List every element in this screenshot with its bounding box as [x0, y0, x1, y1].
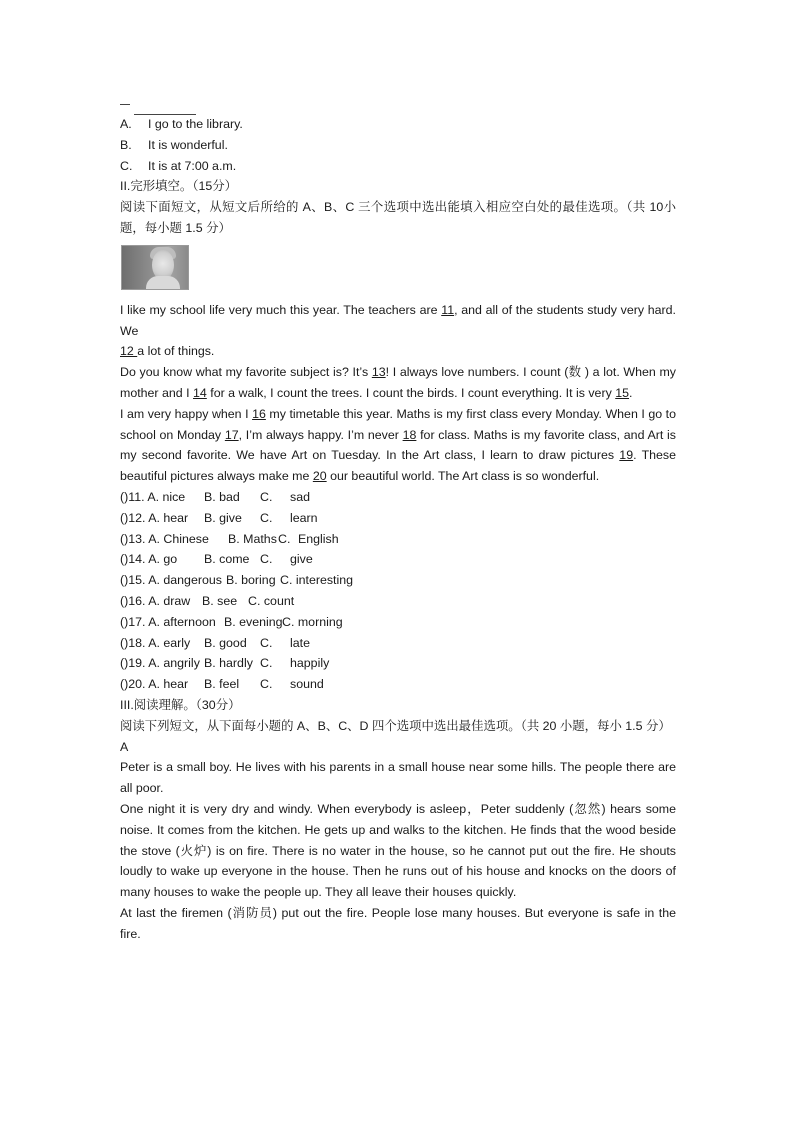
text-run: for class. Maths is my favorite class, and Art is my second favorite. We have Art on Tuesday. In the Art class, I learn to draw pictures — [120, 427, 676, 463]
option-c — [120, 156, 676, 177]
question-18 — [120, 633, 676, 654]
question-16 — [120, 591, 676, 612]
option-c-text: learn — [290, 510, 318, 525]
text-run: for a walk, I count the trees. I count the birds. I count everything. It is very — [206, 385, 616, 400]
section-2-heading: II.完形填空。（15分） — [120, 179, 238, 194]
blank-20: 20 — [312, 469, 327, 484]
blank-18: 18 — [402, 427, 417, 442]
question-11 — [120, 487, 676, 508]
blank-15: 15 — [615, 385, 630, 400]
option-text: I go to the library. — [148, 117, 243, 131]
option-c-letter: C. — [260, 510, 273, 525]
question-17 — [120, 612, 676, 633]
option-c-letter: C. — [282, 614, 295, 629]
option-c-letter: C. — [280, 573, 293, 588]
option-b-text: B. hardly — [204, 656, 253, 671]
option-b — [120, 135, 676, 156]
option-a-text: ()13. A. Chinese — [120, 531, 209, 546]
text-run: ! I always love numbers. I count (数 ) a lot. When my mother and I — [120, 365, 676, 400]
option-a-text: ()16. A. draw — [120, 593, 191, 608]
option-letter: A. — [120, 117, 132, 131]
option-a-text: ()19. A. angrily — [120, 656, 200, 671]
passage-label: A — [120, 739, 129, 754]
text-run: I am very happy when I — [120, 406, 253, 421]
option-b-text: B. bad — [204, 489, 240, 504]
option-c-letter: C. — [260, 677, 273, 692]
option-letter: C. — [120, 158, 133, 173]
question-12 — [120, 508, 676, 529]
text-run: I like my school life very much this year. The teachers are — [120, 302, 442, 317]
cloze-paragraph-3 — [120, 404, 676, 487]
option-a-text: ()12. A. hear — [120, 510, 189, 525]
question-19 — [120, 653, 676, 674]
option-a-text: ()18. A. early — [120, 635, 191, 650]
option-b-text: B. evening — [224, 614, 283, 629]
question-20 — [120, 674, 676, 695]
blank-12: 12 — [120, 344, 138, 359]
option-c-text: late — [290, 635, 310, 650]
option-c-letter: C. — [260, 552, 273, 567]
section-2-instruction: 阅读下面短文，从短文后所给的 A、B、C 三个选项中选出能填入相应空白处的最佳选项。（共 10小题，每小题 1.5 分） — [120, 200, 676, 235]
option-c-text: sad — [290, 489, 310, 504]
answer-dash — [120, 104, 130, 105]
reading-paragraph-3: At last the firemen (消防员) put out the fire. People lose many houses. But everyone is safe in the fire. — [120, 905, 676, 941]
option-b-text: B. good — [204, 635, 247, 650]
option-b-text: B. feel — [204, 677, 240, 692]
option-c-text: English — [298, 531, 339, 546]
text-run: my timetable this year. Maths is my first class every Monday. When I go to school on Monday — [120, 406, 676, 442]
blank-16: 16 — [252, 406, 266, 421]
blank-14: 14 — [193, 385, 207, 400]
option-c-letter: C. — [260, 656, 273, 671]
blank-17: 17 — [224, 427, 239, 442]
question-15 — [120, 570, 676, 591]
option-c-text: give — [290, 552, 313, 567]
option-c-text: happily — [290, 656, 330, 671]
blank-11: 11 — [441, 302, 455, 317]
blank-19: 19 — [619, 448, 634, 463]
option-a-text: ()14. A. go — [120, 552, 178, 567]
option-c-letter: C. — [260, 489, 273, 504]
answer-blank — [120, 96, 676, 114]
blank-13: 13 — [371, 365, 386, 380]
option-a-text: ()11. A. nice — [120, 489, 186, 504]
option-c-letter: C. — [278, 531, 291, 546]
text-run: , I’m always happy. I’m never — [238, 427, 403, 442]
cloze-paragraph-2 — [120, 362, 676, 404]
option-c-text: count — [263, 593, 295, 608]
option-c-text: interesting — [295, 573, 354, 588]
option-b-text: B. boring — [226, 573, 276, 588]
option-b-text: B. Maths — [228, 531, 277, 546]
girl-photo — [121, 245, 189, 290]
option-b-text: B. come — [204, 552, 250, 567]
option-a-text: ()20. A. hear — [120, 677, 189, 692]
option-letter: B. — [120, 137, 132, 152]
text-run: . — [629, 385, 633, 400]
text-run: our beautiful world. The Art class is so wonderful. — [326, 469, 600, 484]
option-b-text: B. give — [204, 510, 242, 525]
option-text: It is wonderful. — [148, 137, 228, 152]
section-3-instruction: 阅读下列短文，从下面每小题的 A、B、C、D 四个选项中选出最佳选项。（共 20 小题，每小 1.5 分） — [120, 718, 671, 733]
option-a-text: ()17. A. afternoon — [120, 614, 216, 629]
option-c-letter: C. — [260, 635, 273, 650]
text-run: Do you know what my favorite subject is? It’s — [120, 365, 372, 380]
question-13 — [120, 529, 676, 550]
reading-paragraph-2: One night it is very dry and windy. When everybody is asleep，Peter suddenly (忽然) hears some noise. It comes from the kitchen. He gets up and walks to the kitchen. He finds that the wood beside the stove (火炉) is on fire. There is no water in the house, so he cannot put out the fire. He shouts loudly to wake up everyone in the house. Then he runs out of his house and knocks on the doors of many houses to wake the people up. They all leave their houses quickly. — [120, 801, 676, 900]
cloze-paragraph-1 — [120, 300, 676, 362]
option-b-text: B. see — [202, 593, 238, 608]
answer-underline — [134, 114, 196, 115]
text-run: , and all of the students study very hard. We — [120, 302, 676, 338]
option-a — [120, 114, 676, 135]
option-c-letter: C. — [248, 593, 261, 608]
text-run: . These beautiful pictures always make me — [120, 448, 677, 484]
section-3-heading: III.阅读理解。（30分） — [120, 697, 241, 712]
photo-body — [146, 276, 180, 289]
option-c-text: sound — [290, 677, 324, 692]
document-page — [120, 96, 676, 944]
reading-paragraph-1: Peter is a small boy. He lives with his parents in a small house near some hills. The people there are all poor. — [120, 760, 676, 796]
question-14 — [120, 549, 676, 570]
option-text: It is at 7:00 a.m. — [148, 158, 237, 173]
option-c-text: morning — [297, 614, 343, 629]
option-a-text: ()15. A. dangerous — [120, 573, 222, 588]
text-run: a lot of things. — [137, 344, 215, 359]
